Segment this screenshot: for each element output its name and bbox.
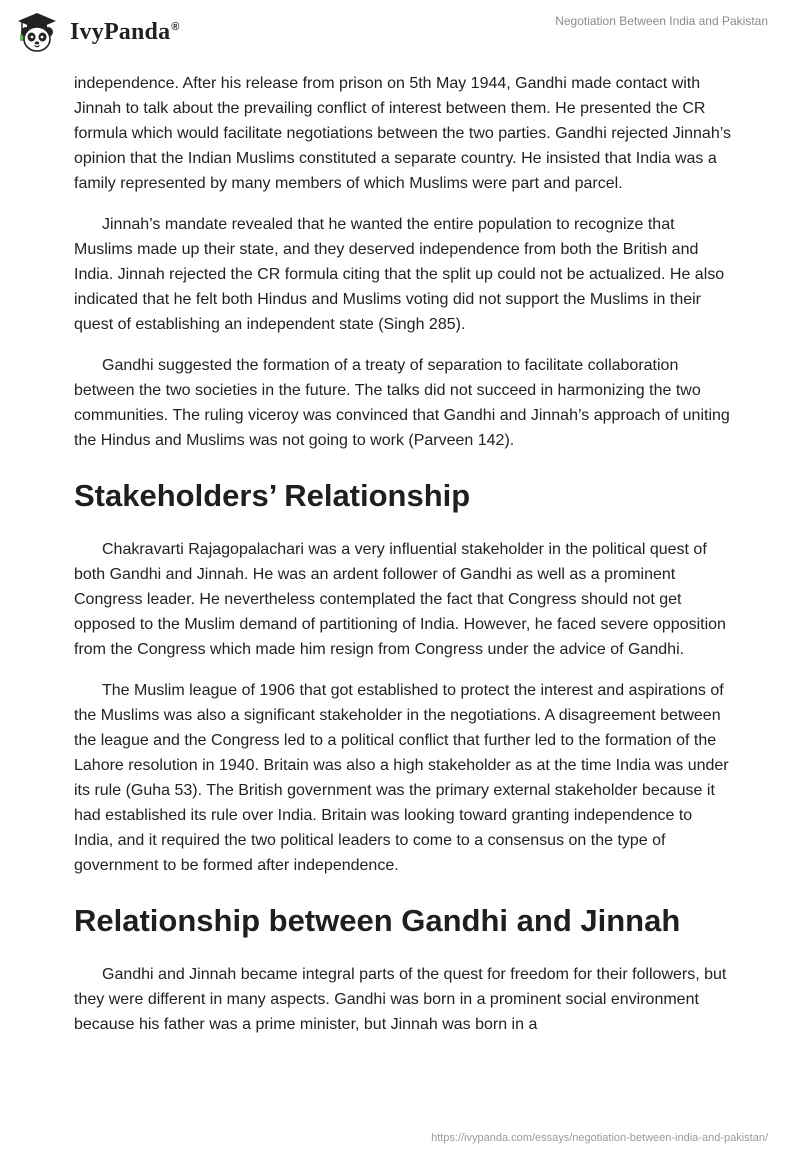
heading-gandhi-jinnah-relationship: Relationship between Gandhi and Jinnah xyxy=(74,903,681,938)
logo-text: IvyPanda xyxy=(70,18,171,45)
document-title: Negotiation Between India and Pakistan xyxy=(555,14,768,28)
panda-graduate-icon xyxy=(14,10,60,54)
heading-stakeholders-relationship: Stakeholders’ Relationship xyxy=(74,478,471,513)
logo-wordmark xyxy=(70,19,180,46)
paragraph-6: Gandhi and Jinnah became integral parts of the quest for freedom for their followers, but they were different in many aspects. Gandhi was born in a prominent social environment because his father was a prime minister, but Jinnah was born in a xyxy=(74,966,727,1033)
paragraph-3: Gandhi suggested the formation of a treaty of separation to facilitate collaboration between the two societies in the future. The talks did not succeed in harmonizing the two communities. The ruling viceroy was convinced that Gandhi and Jinnah’s approach of uniting the Hindus and Muslims was not going to work (Parveen 142). xyxy=(74,357,730,449)
paragraph-5: The Muslim league of 1906 that got established to protect the interest and aspirations of the Muslims was also a significant stakeholder in the negotiations. A disagreement between the league and the Congress led to a political conflict that further led to the formation of the Lahore resolution in 1940. Britain was also a high stakeholder as at the time India was under its rule (Guha 53). The British government was the primary external stakeholder because it had established its rule over India. Britain was looking toward granting independence to India, and it required the two political leaders to come to a consensus on the type of government to be formed after independence. xyxy=(74,682,729,874)
paragraph-4: Chakravarti Rajagopalachari was a very influential stakeholder in the political quest of both Gandhi and Jinnah. He was an ardent follower of Gandhi as well as a prominent Congress leader. He nevertheless contemplated the fact that Congress should not get opposed to the Muslim demand of partitioning of India. However, he faced severe opposition from the Congress which made him resign from Congress under the advice of Gandhi. xyxy=(74,541,726,658)
paragraph-1: independence. After his release from prison on 5th May 1944, Gandhi made contact with Jinnah to talk about the prevailing conflict of interest between them. He presented the CR formula which would facilitate negotiations between the two parties. Gandhi rejected Jinnah’s opinion that the Indian Muslims constituted a separate country. He insisted that India was a family represented by many members of which Muslims were part and parcel. xyxy=(74,75,731,192)
registered-mark: ® xyxy=(171,20,180,33)
essay-content xyxy=(74,71,734,1053)
page-header xyxy=(0,0,800,64)
source-url-link[interactable]: https://ivypanda.com/essays/negotiation-between-india-and-pakistan/ xyxy=(431,1132,768,1144)
ivypanda-logo[interactable] xyxy=(14,10,180,54)
paragraph-2: Jinnah’s mandate revealed that he wanted the entire population to recognize that Muslims made up their state, and they deserved independence from both the British and India. Jinnah rejected the CR formula citing that the split up could not be actualized. He also indicated that he felt both Hindus and Muslims voting did not support the Muslims in their quest of establishing an independent state (Singh 285). xyxy=(74,216,725,333)
